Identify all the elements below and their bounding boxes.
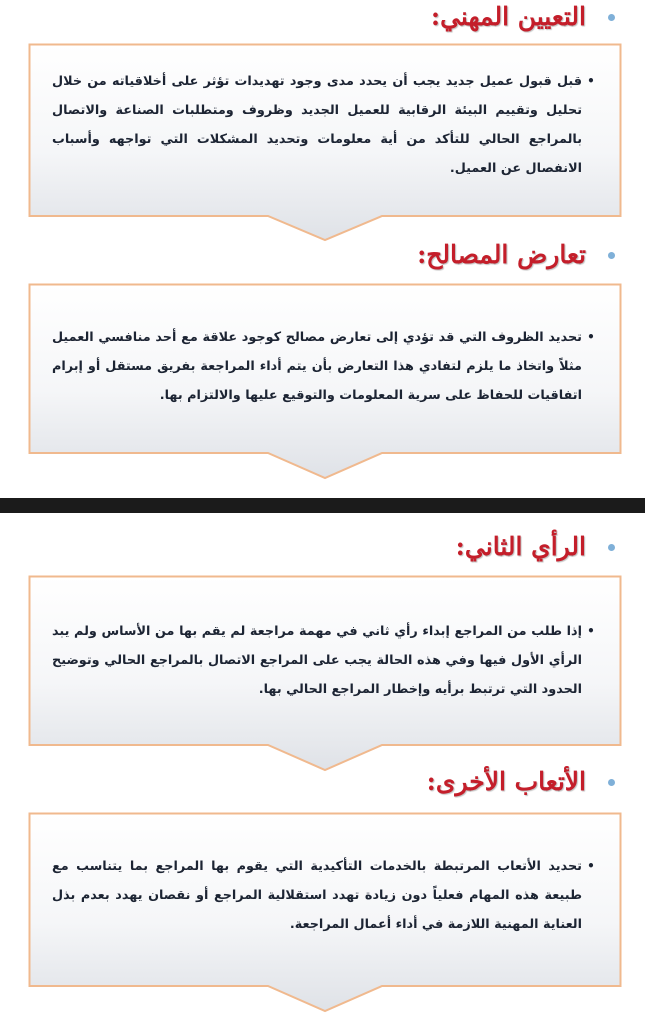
section-3-paragraph: إذا طلب من المراجع إبداء رأي ثاني في مهمة مراجعة لم يقم بها من الأساس ولم يبد الرأي الأول فيها وفي هذه الحالة يجب على المراجع الاتصال بالمراجع الحالي وتوضيح الحدود التي ترتبط برأيه وإخطار المراجع الحالي بها.	[52, 624, 582, 697]
bullet-icon: •	[587, 330, 595, 344]
page-divider	[0, 498, 645, 513]
section-3-heading	[456, 532, 615, 561]
section-1-paragraph: قبل قبول عميل جديد يجب أن يحدد مدى وجود تهديدات تؤثر على أخلاقياته من خلال تحليل وتقييم البيئة الرقابية للعميل الجديد وظروف ومتطلبات الصناعة والاتصال بالمراجع الحالي للتأكد من أية معلومات وتحديد المشكلات التي تواجهه وأسباب الانفصال عن العميل.	[52, 74, 582, 176]
bullet-dot-icon	[608, 544, 615, 551]
section-2-title: تعارض المصالح:	[417, 240, 586, 269]
section-2-box	[28, 283, 622, 481]
bullet-dot-icon	[608, 252, 615, 259]
section-4-title: الأتعاب الأخرى:	[426, 767, 586, 796]
section-3-title: الرأي الثاني:	[455, 532, 586, 561]
section-2-heading	[417, 240, 615, 269]
bullet-icon: •	[587, 624, 595, 638]
section-1-box	[28, 43, 622, 243]
section-3-box	[28, 575, 622, 773]
section-4-box	[28, 812, 622, 1014]
bullet-dot-icon	[608, 14, 615, 21]
section-2-paragraph: تحديد الظروف التي قد تؤدي إلى تعارض مصالح كوجود علاقة مع أحد منافسي العميل مثلاً واتخاذ ما يلزم لتفادي هذا التعارض بأن يتم أداء المراجعة بفريق مستقل أو إبرام اتفاقيات للحفاظ على سرية المعلومات والتوقيع عليها والالتزام بها.	[52, 330, 582, 403]
bullet-icon: •	[587, 859, 595, 873]
section-1-heading	[431, 2, 615, 31]
section-4-paragraph: تحديد الأتعاب المرتبطة بالخدمات التأكيدية التي يقوم بها المراجع بما يتناسب مع طبيعة هذه المهام فعلياً دون زيادة تهدد استقلالية المراجع أو نقصان يهدد بعدم بذل العناية المهنية اللازمة في أداء أعمال المراجعة.	[52, 859, 582, 932]
bullet-icon: •	[587, 74, 595, 88]
section-4-heading	[427, 767, 615, 796]
bullet-dot-icon	[608, 779, 615, 786]
section-1-title: التعيين المهني:	[430, 2, 586, 31]
